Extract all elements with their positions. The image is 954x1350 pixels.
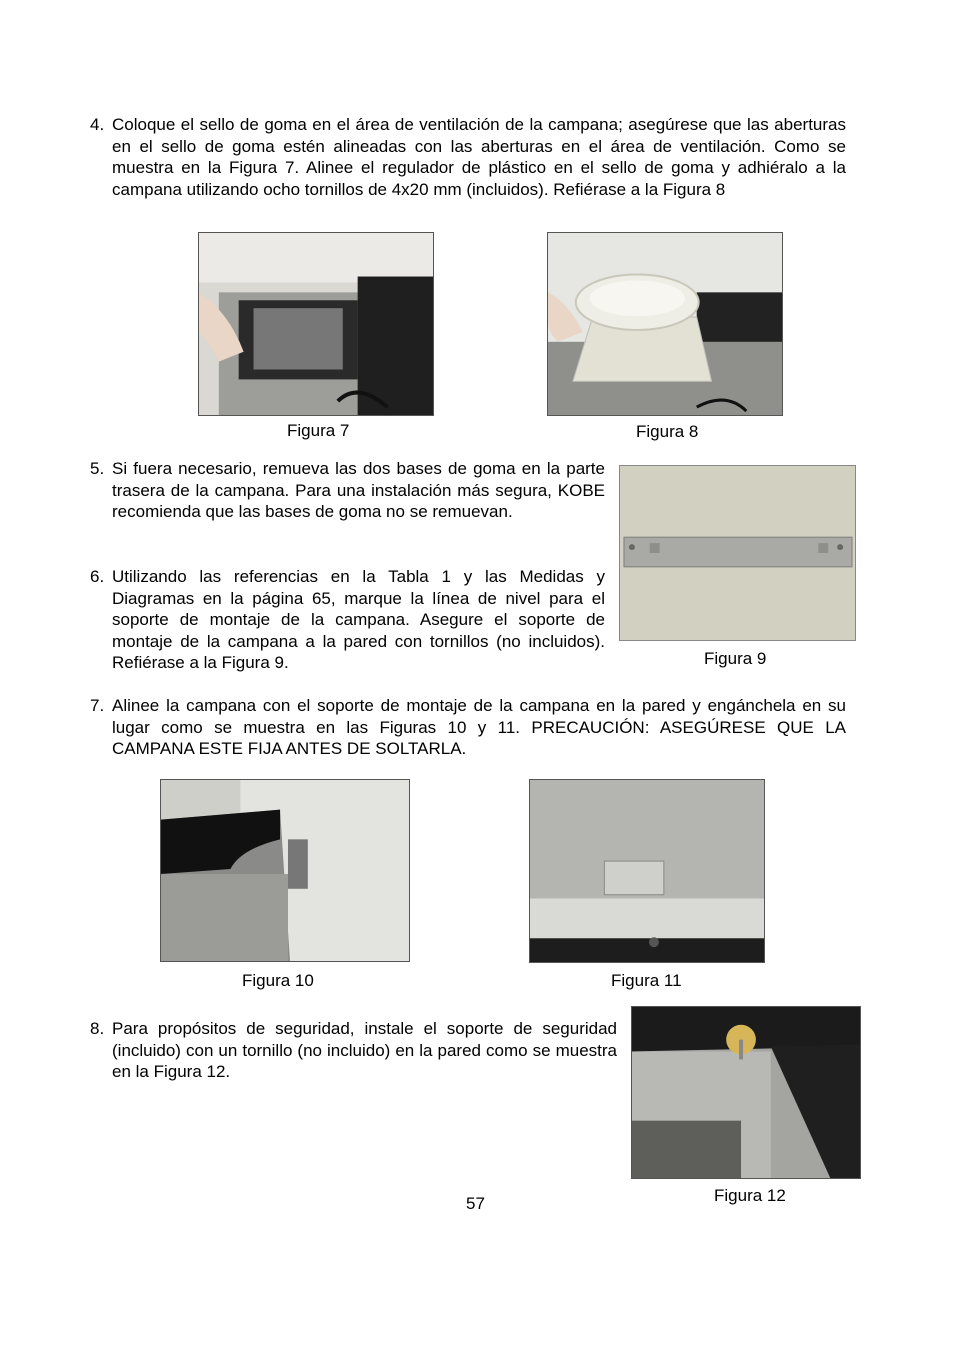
page-number: 57 — [466, 1194, 485, 1213]
figure-8-caption: Figura 8 — [636, 422, 699, 441]
figure-12-photo — [631, 1006, 861, 1179]
step-number: 4. — [90, 115, 105, 134]
step-number: 6. — [90, 567, 105, 586]
step-text: Alinee la campana con el soporte de montaje de la campana en la pared y engánchela en su lugar como se muestra en las Figuras 10 y 11. PRECAUCIÓN: ASEGÚRESE QUE LA CAMPANA ESTE FIJA ANTES DE SOLTARLA. — [112, 696, 846, 758]
figure-10-photo — [160, 779, 410, 962]
figure-8-photo — [547, 232, 783, 416]
step-6 — [90, 566, 605, 674]
step-4 — [90, 114, 846, 200]
figure-9-photo — [619, 465, 856, 641]
step-8 — [90, 1018, 617, 1083]
figure-12-caption: Figura 12 — [714, 1186, 786, 1205]
step-7 — [90, 695, 846, 760]
figure-11-photo — [529, 779, 765, 963]
step-text: Utilizando las referencias en la Tabla 1 y las Medidas y Diagramas en la página 65, marque la línea de nivel para el soporte de montaje de la campana. Asegure el soporte de montaje de la campana a la pared con tornillos (no incluidos). Refiérase a la Figura 9. — [112, 567, 605, 672]
step-number: 5. — [90, 459, 105, 478]
step-text: Si fuera necesario, remueva las dos bases de goma en la parte trasera de la campana. Para una instalación más segura, KOBE recomienda que las bases de goma no se remuevan. — [112, 459, 605, 521]
step-number: 8. — [90, 1019, 105, 1038]
figure-9-caption: Figura 9 — [704, 649, 767, 668]
figure-7-caption: Figura 7 — [287, 421, 350, 440]
figure-10-caption: Figura 10 — [242, 971, 314, 990]
step-text: Coloque el sello de goma en el área de ventilación de la campana; asegúrese que las aberturas en el sello de goma estén alineadas con las aberturas en el área de ventilación. Como se muestra en la Figura 7. Alinee el regulador de plástico en el sello de goma y adhiéralo a la campana utilizando ocho tornillos de 4x20 mm (incluidos). Refiérase a la Figura 8 — [112, 115, 846, 199]
step-5 — [90, 458, 605, 523]
step-number: 7. — [90, 696, 105, 715]
figure-7-photo — [198, 232, 434, 416]
step-text: Para propósitos de seguridad, instale el soporte de seguridad (incluido) con un tornillo (no incluido) en la pared como se muestra en la Figura 12. — [112, 1019, 617, 1081]
figure-11-caption: Figura 11 — [611, 971, 682, 990]
